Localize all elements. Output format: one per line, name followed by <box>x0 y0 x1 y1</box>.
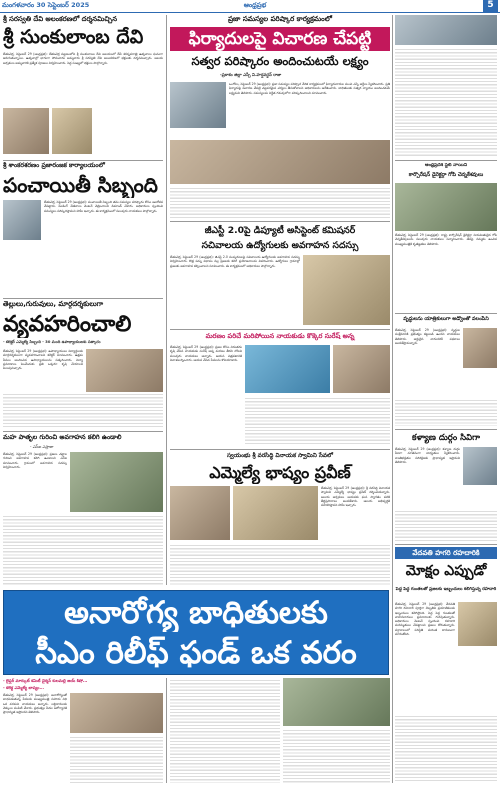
story2-photo <box>3 200 41 240</box>
column-divider <box>166 15 167 585</box>
story12-headline: మోక్షం ఎప్పుడో <box>405 563 487 579</box>
right-column-text <box>395 47 497 157</box>
banner-middle-text <box>170 678 280 783</box>
story5-photo-3 <box>395 15 497 45</box>
story6-headline: జీఎస్టీ 2.0పై డిప్యూటీ అసిస్టెంట్ కమిషనర్ <box>204 225 356 236</box>
column-divider <box>166 678 167 783</box>
divider <box>170 221 390 222</box>
story11-photo <box>463 447 497 485</box>
story5-body: ఒంగోలు, సెప్టెంబర్ 29 (ఆంధ్రప్రభ): ప్రజా సమస్యల పరిష్కార వేదిక కార్యక్రమంలో ఫిర్యాదుదారుల నుంచి ఎస్పీ అర్జీలు స్వీకరించారు. ప్రతి ఫిర్యాదుపై విచారణ చేపట్టి చట్టపరమైన చర్యలు తీసుకోవాలని అధికారులను ఆదేశించారు. బాధితులకు సత్వర న్యాయం అందించడమే లక్ష్యమని తెలిపారు. సమస్యలను నిర్ణీత గడువులోగా పరిష్కరించాలని సూచించారు. <box>229 82 390 95</box>
banner-line2: సీఎం రిలీఫ్ ఫండ్ ఒక వరం <box>35 635 357 671</box>
page-number: 5 <box>483 0 498 12</box>
story12-kicker: వేదవతి హగరి రహదారికి <box>395 547 497 559</box>
divider <box>3 431 163 432</box>
banner-body: బేతంచెర్ల, సెప్టెంబర్ 29 (ఆంధ్రప్రభ): అనారోగ్యంతో బాధపడుతున్న పేదలకు ముఖ్యమంత్రి సహాయ నిధి ఒక వరమని నాయకులు అన్నారు. లబ్ధిదారులకు చెక్కులు పంపిణీ చేశారు. ప్రభుత్వం పేదల ఆరోగ్యానికి ప్రాధాన్యత ఇస్తోందని తెలిపారు. <box>3 693 67 715</box>
divider <box>395 544 497 545</box>
story11-headline: కళ్యాణ దుర్గం సివిగా <box>412 433 480 443</box>
story6-subhead: సచివాలయ ఉద్యోగులకు అవగాహన సదస్సు <box>201 240 359 251</box>
story8-photo-2 <box>233 486 318 540</box>
story12-body-continued <box>395 714 497 783</box>
story11-body-continued <box>395 509 497 541</box>
banner-box <box>3 590 389 675</box>
story7-headline: మరణం పరిచే మరిపోయిన నాయకుడు కొక్కెర సురేష్ అన్న <box>205 332 355 340</box>
banner-photo-2 <box>283 678 390 726</box>
story4-body: బేతంచెర్ల, సెప్టెంబర్ 29 (ఆంధ్రప్రభ): ప్రజలు చట్టాల గురించి అవగాహన కలిగి ఉండాలని ఎస్ఐ సూచించారు. గ్రామంలో అవగాహన సదస్సు నిర్వహించారు. <box>3 452 67 469</box>
story3-kicker: తెల్లులు,గురువులు, మార్గదర్శకులుగా <box>3 300 104 308</box>
story10-photo <box>463 328 497 368</box>
story11-body: బేతంచెర్ల, సెప్టెంబర్ 29 (ఆంధ్రప్రభ): కళ్యాణ దుర్గం సీఐగా నూతనంగా బాధ్యతలు స్వీకరించారు. శాంతిభద్రతల పరిరక్షణకు ప్రాధాన్యత ఇస్తామని తెలిపారు. <box>395 447 460 464</box>
story6-photo <box>303 255 390 325</box>
divider <box>3 160 163 161</box>
story1-photo <box>3 108 49 154</box>
story8-kicker: స్వయంభు శ్రీ వరసిద్ధి వినాయక స్వామిని సేవలో <box>226 453 334 459</box>
story7-photo-2 <box>333 345 390 393</box>
story12-subhead: పెద్ద పెద్ద గుంతలతో ప్రజలకు ఇబ్బందులు కలిగిస్తున్న రహదారి <box>395 587 497 592</box>
story8-body: బేతంచెర్ల, సెప్టెంబర్ 29 (ఆంధ్రప్రభ): శ్రీ వరసిద్ధి వినాయక స్వామిని ఎమ్మెల్యే భాష్యం ప్రవీణ్ దర్శించుకున్నారు. ఆలయ అర్చకులు ఆయనకు ఘన స్వాగతం పలికి తీర్థప్రసాదాలు అందజేశారు. ఆలయ అభివృద్ధికి సహకరిస్తానని హామీ ఇచ్చారు. <box>321 486 390 508</box>
banner-line1: అనారోగ్య బాధితులకు <box>64 595 328 631</box>
story5-headline: ఫిర్యాదులపై విచారణ చేపట్టి <box>170 27 390 51</box>
divider <box>395 429 497 430</box>
story2-body: బేతంచెర్ల, సెప్టెంబర్ 29 (ఆంధ్రప్రభ): పంచాయితీ సిబ్బంది తమ సమస్యల పరిష్కారం కోసం ఆందోళన చేపట్టారు. పెండింగ్ వేతనాలు వెంటనే చెల్లించాలని డిమాండ్ చేశారు. అధికారులు స్పందించి సమస్యలు పరిష్కరిస్తామని హామీ ఇచ్చారు. ఈ కార్యక్రమంలో పలువురు నాయకులు పాల్గొన్నారు. <box>44 200 163 213</box>
banner-body-continued <box>70 735 163 783</box>
story9-photo <box>395 183 497 231</box>
story8-body-continued <box>170 543 390 585</box>
story3-headline: వ్యవహరించాలి <box>3 312 132 337</box>
story4-byline: - ఎస్ఐ ఎస్రాజు <box>30 444 54 449</box>
column-divider <box>392 15 393 585</box>
page-header <box>0 0 500 13</box>
story4-headline: మహ పాతృల గురించి అవగాహన కలిగి ఉండాలి <box>3 433 122 441</box>
story2-kicker: శ్రీ శాంకరశరణం ప్రజారంజక కార్యాలయంలో <box>3 162 105 169</box>
story8-headline: ఎమ్మెల్యే భాష్యం ప్రవీణ్ <box>209 463 351 482</box>
story5-kicker: ప్రజా సమస్యల పరిష్కార కార్యక్రమంలో <box>228 15 332 23</box>
header-paper-name: ఆంధ్రప్రభ <box>243 1 267 9</box>
story7-photo <box>245 345 330 393</box>
story7-body-continued <box>245 396 390 446</box>
story10-body: బేతంచెర్ల, సెప్టెంబర్ 29 (ఆంధ్రప్రభ): వృద్ధుల సంక్షేమానికి ప్రభుత్వం కట్టుబడి ఉందని నాయకులు తెలిపారు. అర్హులైన వారందరికీ పథకాలు అందజేస్తామన్నారు. <box>395 328 460 345</box>
story5-body-continued <box>170 186 390 218</box>
banner-deck-2: - కలెక్ట ఎమ్మెల్యే బాష్యం... <box>3 685 45 690</box>
column-divider <box>392 585 393 783</box>
story4-body-continued <box>3 514 163 586</box>
story1-photo-2 <box>52 108 92 154</box>
story6-body: బేతంచెర్ల, సెప్టెంబర్ 29 (ఆంధ్రప్రభ): జీఎస్టీ 2.0 సంస్కరణలపై సచివాలయ ఉద్యోగులకు అవగాహన సదస్సు నిర్వహించారు. కొత్త పన్ను విధానం వల్ల ప్రజలకు కలిగే ప్రయోజనాలను వివరించారు. ఉద్యోగులు గ్రామాల్లో ప్రజలకు అవగాహన కల్పించాలని సూచించారు. ఈ కార్యక్రమంలో అధికారులు పాల్గొన్నారు. <box>170 255 300 268</box>
story4-photo <box>70 452 163 512</box>
story12-body: బేతంచెర్ల, సెప్టెంబర్ 29 (ఆంధ్రప్రభ): వేదవతి హగరి రహదారి పూర్తిగా దెబ్బతిని ప్రయాణికులకు ఇబ్బందులు కలిగిస్తోంది. పెద్ద పెద్ద గుంతలతో వాహనదారులు ప్రమాదాలకు గురవుతున్నారు. అధికారులు వెంటనే స్పందించి రహదారి మరమ్మతులు చేపట్టాలని ప్రజలు కోరుతున్నారు. వర్షాకాలంలో పరిస్థితి మరింత దారుణంగా మారుతోంది. <box>395 602 455 637</box>
banner-photo <box>70 693 163 733</box>
story1-body: బేతంచెర్ల, సెప్టెంబర్ 29 (ఆంధ్రప్రభ): బేతంచెర్ల పట్టణంలోని శ్రీ సుంకులాంబ దేవి ఆలయంలో దేవీ శరన్నవరాత్రి ఉత్సవాలు ఘనంగా జరుగుతున్నాయి. ఉత్సవాల్లో భాగంగా సోమవారం అమ్మవారు శ్రీ సరస్వతి దేవి అలంకరణలో భక్తులకు దర్శనమిచ్చారు. ఆలయ అర్చకులు అమ్మవారికి ప్రత్యేక పూజలు నిర్వహించారు. పెద్ద సంఖ్యలో భక్తులు పాల్గొన్నారు. <box>3 52 163 65</box>
header-date: మంగళవారం 30 సెప్టెంబర్ 2025 <box>2 1 90 9</box>
story5-photo <box>170 82 226 128</box>
story9-body: బేతంచెర్ల, సెప్టెంబర్ 29 (ఆంధ్రప్రభ): రాష్ట్ర కార్పొరేషన్ డైరెక్టర్గా నియమితులైన గోపి చెన్నకేశవులును పలువురు నాయకులు సన్మానించారు. తనపై నమ్మకం ఉంచిన ముఖ్యమంత్రికి కృతజ్ఞతలు తెలిపారు. <box>395 233 497 246</box>
story12-photo <box>458 602 497 646</box>
story9-headline: కార్పొరేషన్ డైరెక్టర్గా గోపి చెన్నకేశవులు <box>408 172 484 178</box>
divider <box>170 329 390 330</box>
story3-deck: - కలెక్టర్ ఎమ్మెల్యే సిబ్బంది - 30 మంది ఉపాధ్యాయులకు సత్కారం <box>3 339 101 344</box>
story3-photo <box>86 349 163 392</box>
story2-headline: పంచాయితీ సిబ్బంది <box>3 173 158 197</box>
story1-headline: శ్రీ సుంకులాంబ దేవి <box>3 26 144 48</box>
divider <box>170 449 390 450</box>
story3-body-continued <box>3 392 163 428</box>
divider <box>395 313 497 314</box>
story7-body: బేతంచెర్ల, సెప్టెంబర్ 29 (ఆంధ్రప్రభ): ప్రజల కోసం నిరంతరం కృషి చేసిన నాయకుడు సురేష్ అన్న మరణం తీరని లోటని పలువురు నాయకులు అన్నారు. ఆయన చిత్రపటానికి నివాళులర్పించారు. ఆయన చేసిన సేవలను కొనియాడారు. <box>170 345 242 362</box>
story5-photo-2 <box>170 140 390 184</box>
story10-body-continued <box>395 398 497 426</box>
story1-kicker: శ్రీ సరస్వతి దేవి అలంకరణలో దర్శనమిచ్చిన <box>3 15 117 23</box>
divider <box>395 160 497 161</box>
story5-subhead: సత్వర పరిష్కారం అందించుటయే లక్ష్యం <box>191 54 369 68</box>
story5-byline: -ప్రకాశం జిల్లా ఎస్పీ వి.హర్షవర్ధన్ రాజు <box>220 72 282 77</box>
story3-body: బేతంచెర్ల, సెప్టెంబర్ 29 (ఆంధ్రప్రభ): ఉపాధ్యాయులు విద్యార్థులకు మార్గదర్శకులుగా వ్యవహరించాలని కలెక్టర్ సూచించారు. ఉత్తమ సేవలు అందించిన ఉపాధ్యాయులను సత్కరించారు. విద్యా ప్రమాణాలు పెంచేందుకు ప్రతి ఒక్కరూ కృషి చేయాలని పిలుపునిచ్చారు. <box>3 349 83 371</box>
banner-right-text <box>283 728 390 783</box>
banner-deck-1: - లైఫ్లర్ మార్కుట్ కమిటీ చైర్మన్ కులమల్లి జయ్ కిషో... <box>3 678 88 683</box>
story10-headline: వృద్ధులను యాత్రికులుగా అడ్వొంతో వలంపేని <box>403 316 489 322</box>
divider <box>3 298 163 299</box>
story9-kicker: ఆంధ్రప్రదేశ్ స్టేట్ నాయిని <box>424 163 468 168</box>
story8-photo <box>170 486 230 540</box>
